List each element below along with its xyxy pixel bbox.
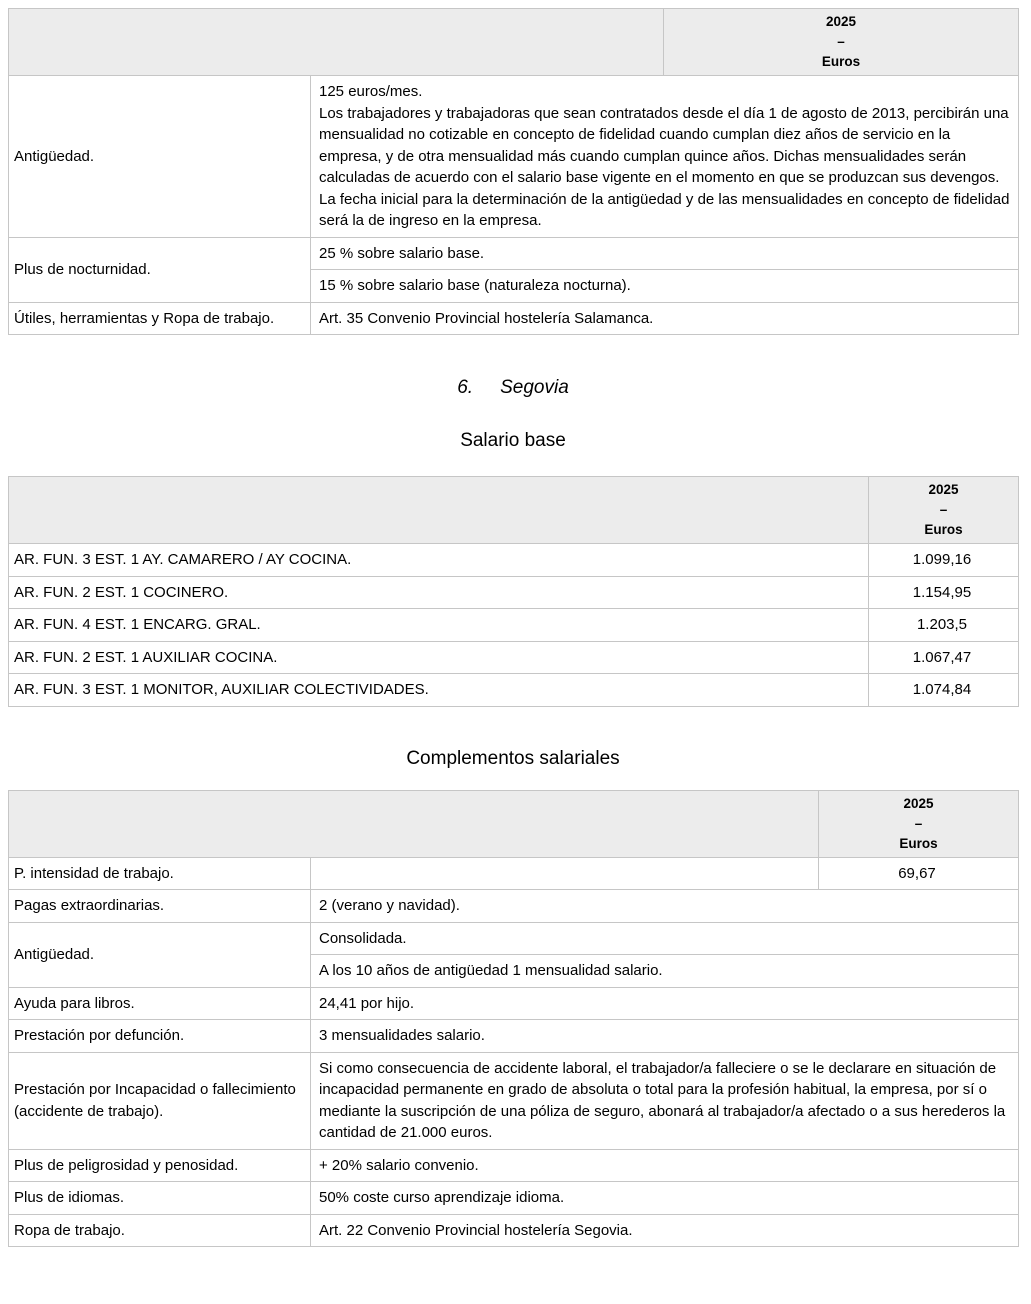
row-value: A los 10 años de antigüedad 1 mensualidad salario.: [311, 955, 1019, 988]
table-row: [9, 576, 1019, 609]
row-value: Art. 35 Convenio Provincial hostelería Salamanca.: [311, 302, 1019, 335]
row-value: + 20% salario convenio.: [311, 1149, 1019, 1182]
euros-label: Euros: [899, 835, 938, 851]
table-row: [9, 857, 1019, 890]
row-label: Útiles, herramientas y Ropa de trabajo.: [9, 302, 311, 335]
header-empty-cell: [9, 477, 869, 544]
header-empty-cell: [9, 790, 819, 857]
row-label: AR. FUN. 2 EST. 1 AUXILIAR COCINA.: [9, 641, 869, 674]
year-label: 2025: [928, 482, 959, 497]
antiguedad-line-2: Los trabajadores y trabajadoras que sean contratados desde el día 1 de agosto de 2013, percibirán una mensualidad no cotizable en concepto de fidelidad cuando cumplan diez años de servicio en la empresa, y de otra mensualidad más cuando cumplan quince años. Dichas mensualidades serán calculadas de acuerdo con el salario base vigente en el momento en que se produzcan sus devengos. La fecha inicial para la determinación de la antigüedad y de las mensualidades en concepto de fidelidad será la de ingreso en la empresa.: [319, 104, 1010, 229]
section-title: Segovia: [500, 377, 569, 398]
table-row: [9, 544, 1019, 577]
table-row: [9, 987, 1019, 1020]
euros-label: Euros: [924, 522, 963, 537]
heading-complementos-salariales: Complementos salariales: [406, 747, 620, 769]
table-header-row: [9, 790, 1019, 857]
row-label: Antigüedad.: [9, 922, 311, 987]
row-label: Plus de nocturnidad.: [9, 237, 311, 302]
row-label: Ayuda para libros.: [9, 987, 311, 1020]
salario-base-table: [8, 476, 1019, 707]
salamanca-complements-table: [8, 8, 1019, 335]
row-label: Antigüedad.: [9, 76, 311, 238]
header-year-euros-cell: [819, 790, 1019, 857]
row-value: 3 mensualidades salario.: [311, 1020, 1019, 1053]
table-row: [9, 641, 1019, 674]
row-label: Prestación por defunción.: [9, 1020, 311, 1053]
year-label: 2025: [825, 14, 857, 29]
table-row: [9, 1052, 1019, 1149]
row-value: 1.099,16: [869, 544, 1019, 577]
table-header-row: [9, 9, 1019, 76]
row-value: 69,67: [819, 857, 1019, 890]
section-heading-segovia: [8, 377, 1018, 399]
row-label: AR. FUN. 2 EST. 1 COCINERO.: [9, 576, 869, 609]
row-value: 1.154,95: [869, 576, 1019, 609]
row-value: 15 % sobre salario base (naturaleza nocturna).: [311, 270, 1019, 303]
row-value: [311, 76, 1019, 238]
row-label: AR. FUN. 3 EST. 1 MONITOR, AUXILIAR COLECTIVIDADES.: [9, 674, 869, 707]
table-header-row: [9, 477, 1019, 544]
table-row: [9, 1214, 1019, 1247]
row-value: 25 % sobre salario base.: [311, 237, 1019, 270]
row-label: Plus de idiomas.: [9, 1182, 311, 1215]
row-label: Plus de peligrosidad y penosidad.: [9, 1149, 311, 1182]
year-label: 2025: [903, 795, 934, 811]
table-row: [9, 609, 1019, 642]
header-empty-cell: [9, 9, 664, 76]
table-row: [9, 890, 1019, 923]
row-label: P. intensidad de trabajo.: [9, 857, 311, 890]
row-value: 50% coste curso aprendizaje idioma.: [311, 1182, 1019, 1215]
row-value: Art. 22 Convenio Provincial hostelería Segovia.: [311, 1214, 1019, 1247]
row-value: Si como consecuencia de accidente laboral, el trabajador/a falleciere o se le declarare en situación de incapacidad permanente en grado de absoluta o total para la profesión habitual, la empresa, por sí o mediante la suscripción de una póliza de seguro, abonará al trabajador/a afectado o a sus herederos la cantidad de 21.000 euros.: [311, 1052, 1019, 1149]
header-year-euros-cell: [664, 9, 1019, 76]
row-value: 1.074,84: [869, 674, 1019, 707]
table-row: [9, 674, 1019, 707]
row-value: Consolidada.: [311, 922, 1019, 955]
row-value: 1.203,5: [869, 609, 1019, 642]
table-row: [9, 237, 1019, 270]
row-label: AR. FUN. 3 EST. 1 AY. CAMARERO / AY COCINA.: [9, 544, 869, 577]
dash-label: –: [939, 502, 948, 517]
row-value: 1.067,47: [869, 641, 1019, 674]
table-row: [9, 302, 1019, 335]
header-year-euros-cell: [869, 477, 1019, 544]
dash-label: –: [837, 34, 845, 49]
row-value: 24,41 por hijo.: [311, 987, 1019, 1020]
complementos-salariales-table: [8, 790, 1019, 1248]
row-label: AR. FUN. 4 EST. 1 ENCARG. GRAL.: [9, 609, 869, 642]
antiguedad-line-1: 125 euros/mes.: [319, 83, 423, 100]
row-value: 2 (verano y navidad).: [311, 890, 1019, 923]
table-row: [9, 1182, 1019, 1215]
table-row: [9, 76, 1019, 238]
section-number: 6.: [457, 377, 474, 398]
table-row: [9, 1149, 1019, 1182]
table-row: [9, 922, 1019, 955]
empty-cell: [311, 857, 819, 890]
row-label: Pagas extraordinarias.: [9, 890, 311, 923]
row-label: Prestación por Incapacidad o fallecimiento (accidente de trabajo).: [9, 1052, 311, 1149]
euros-label: Euros: [821, 54, 861, 69]
table-row: [9, 1020, 1019, 1053]
row-label: Ropa de trabajo.: [9, 1214, 311, 1247]
dash-label: –: [914, 815, 923, 831]
heading-salario-base: Salario base: [460, 430, 566, 451]
